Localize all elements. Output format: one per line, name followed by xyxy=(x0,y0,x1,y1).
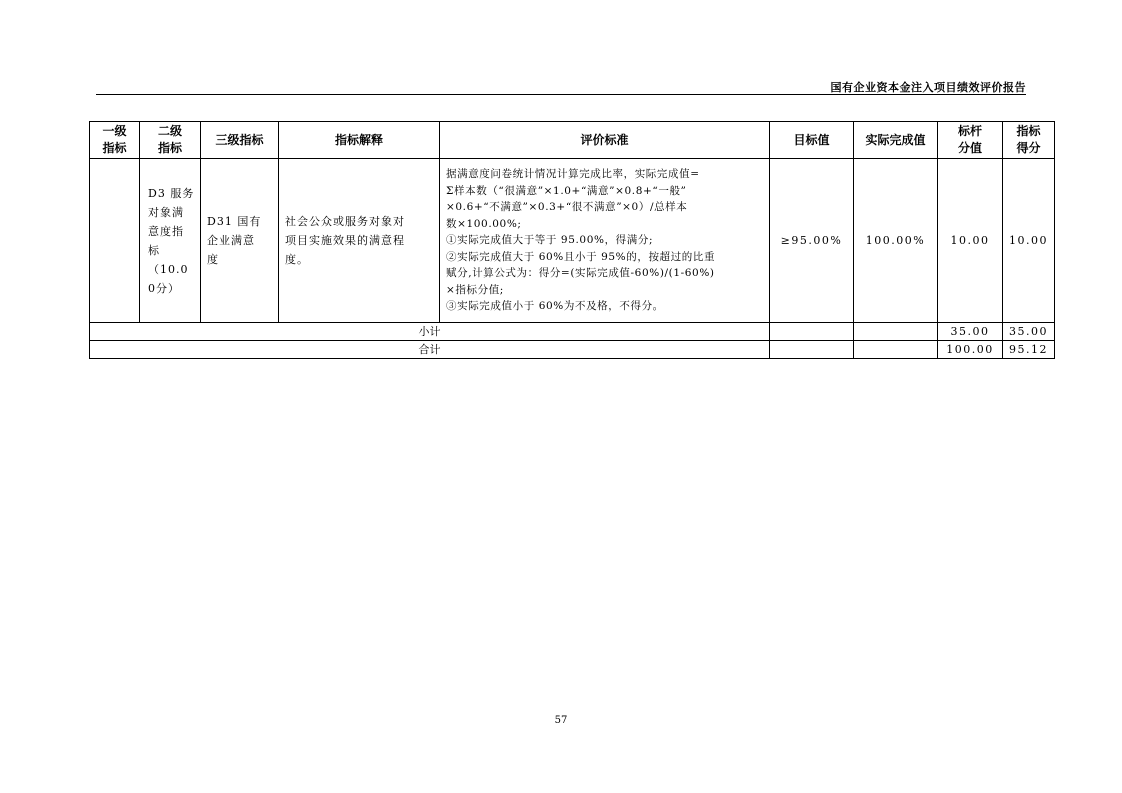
criteria-line: Σ样本数（“很满意”×1.0+“满意”×0.8+“一般” xyxy=(446,184,687,197)
header-divider xyxy=(96,94,1026,95)
total-actual xyxy=(854,341,938,359)
cell-explanation xyxy=(279,159,440,323)
header-level1 xyxy=(90,122,140,159)
header-score-line2: 得分 xyxy=(1016,141,1041,155)
cell-criteria xyxy=(440,159,770,323)
cell-benchmark: 10.00 xyxy=(938,159,1003,323)
cell-level1 xyxy=(90,159,140,323)
header-actual: 实际完成值 xyxy=(854,122,938,159)
header-benchmark-line2: 分值 xyxy=(957,141,982,155)
header-criteria: 评价标准 xyxy=(440,122,770,159)
explanation-line: 项目实施效果的满意程 xyxy=(285,234,405,247)
cell-target: ≥95.00% xyxy=(770,159,854,323)
header-level1-line2: 指标 xyxy=(102,141,127,155)
level2-line: 意度指 xyxy=(148,224,184,238)
total-benchmark: 100.00 xyxy=(938,341,1003,359)
explanation-line: 度。 xyxy=(285,253,309,266)
cell-level2 xyxy=(140,159,201,323)
subtotal-actual xyxy=(854,323,938,341)
criteria-line: ③实际完成值小于 60%为不及格，不得分。 xyxy=(446,300,664,313)
level3-line: 度 xyxy=(207,253,219,266)
criteria-line: 赋分,计算公式为：得分=(实际完成值-60%)/(1-60%) xyxy=(446,267,715,280)
total-score: 95.12 xyxy=(1003,341,1055,359)
total-label: 合计 xyxy=(90,341,770,359)
total-row xyxy=(90,341,1055,359)
header-benchmark xyxy=(938,122,1003,159)
table-header-row xyxy=(90,122,1055,159)
cell-score: 10.00 xyxy=(1003,159,1055,323)
evaluation-table xyxy=(89,121,1055,359)
level3-line: D31 国有 xyxy=(207,215,262,228)
subtotal-target xyxy=(770,323,854,341)
header-score xyxy=(1003,122,1055,159)
total-target xyxy=(770,341,854,359)
header-level3: 三级指标 xyxy=(201,122,279,159)
report-header-title: 国有企业资本金注入项目绩效评价报告 xyxy=(830,81,1026,94)
subtotal-row xyxy=(90,323,1055,341)
header-level2-line2: 指标 xyxy=(157,141,182,155)
header-explanation: 指标解释 xyxy=(279,122,440,159)
table-row xyxy=(90,159,1055,323)
criteria-line: ×指标分值; xyxy=(446,283,504,296)
level2-line: （10.0 xyxy=(148,262,189,276)
criteria-line: 数×100.00%; xyxy=(446,217,522,230)
header-level1-line1: 一级 xyxy=(102,124,127,138)
header-level2-line1: 二级 xyxy=(157,124,182,138)
explanation-line: 社会公众或服务对象对 xyxy=(285,215,405,228)
header-score-line1: 指标 xyxy=(1016,124,1041,138)
page-number: 57 xyxy=(554,715,568,726)
header-level2 xyxy=(140,122,201,159)
subtotal-benchmark: 35.00 xyxy=(938,323,1003,341)
subtotal-label: 小计 xyxy=(90,323,770,341)
level2-line: D3 服务 xyxy=(148,186,195,200)
criteria-line: ①实际完成值大于等于 95.00%，得满分; xyxy=(446,234,654,247)
level2-line: 对象满 xyxy=(148,205,184,219)
header-target: 目标值 xyxy=(770,122,854,159)
criteria-line: ②实际完成值大于 60%且小于 95%的，按超过的比重 xyxy=(446,250,716,263)
subtotal-score: 35.00 xyxy=(1003,323,1055,341)
level2-line: 标 xyxy=(148,243,160,257)
level2-line: 0分） xyxy=(148,281,180,295)
cell-level3 xyxy=(201,159,279,323)
level3-line: 企业满意 xyxy=(207,234,255,247)
criteria-line: 据满意度问卷统计情况计算完成比率，实际完成值= xyxy=(446,168,700,181)
criteria-line: ×0.6+“不满意”×0.3+“很不满意”×0）/总样本 xyxy=(446,201,688,214)
cell-actual: 100.00% xyxy=(854,159,938,323)
header-benchmark-line1: 标杆 xyxy=(957,124,982,138)
